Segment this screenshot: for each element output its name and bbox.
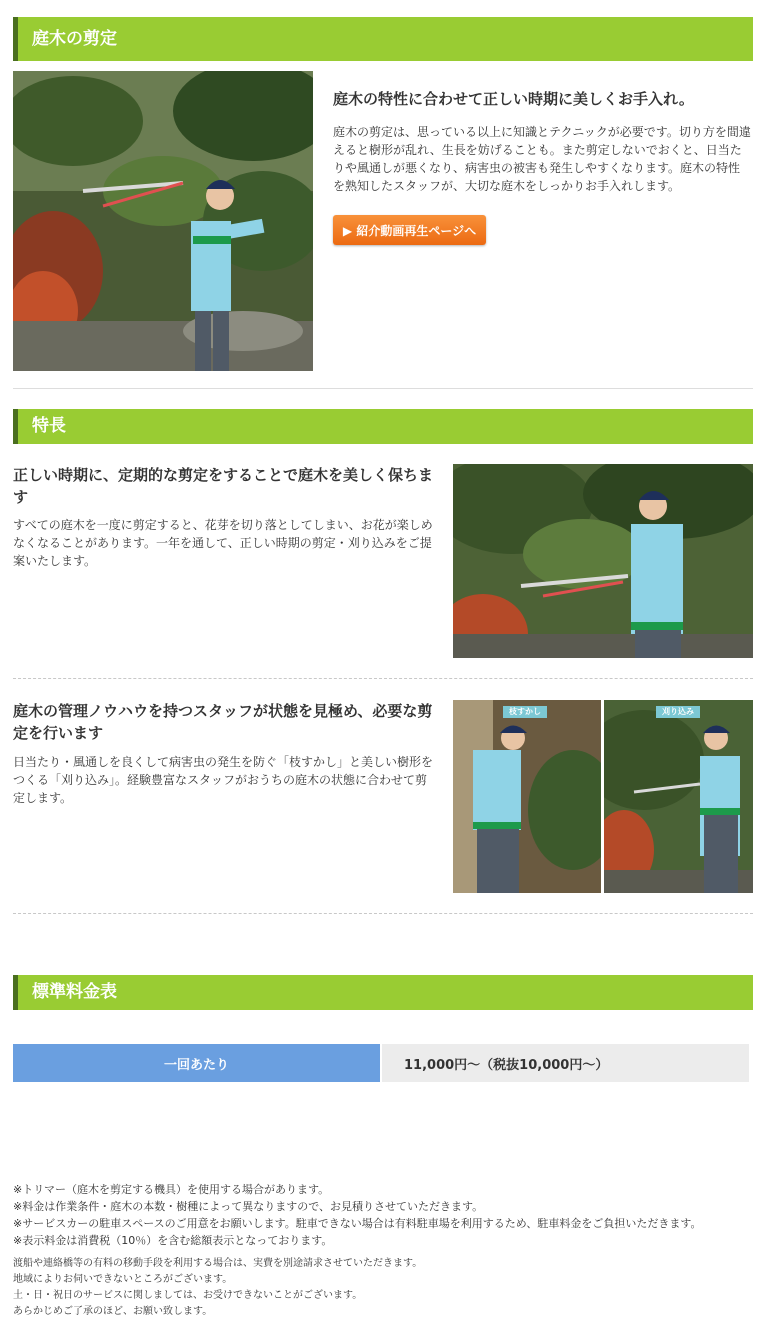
feature-body: 日当たり・風通しを良くして病害虫の発生を防ぐ「枝すかし」と美しい樹形をつくる「刈り込み」。経験豊富なスタッフがおうちの庭木の状態に合わせて剪定します。	[13, 755, 434, 805]
section-header-pruning	[13, 17, 753, 61]
note-item: 渡船や連絡橋等の有料の移動手段を利用する場合は、実費を別途請求させていただきます。	[13, 1258, 423, 1269]
note-item: 土・日・祝日のサービスに関しましては、お受けできないことがございます。	[13, 1290, 363, 1301]
notes-list	[13, 1181, 701, 1249]
feature-heading: 庭木の管理ノウハウを持つスタッフが状態を見極め、必要な剪定を行います	[13, 702, 433, 742]
section-title: 庭木の剪定	[32, 29, 117, 49]
section-header-pricing	[13, 975, 753, 1010]
section-title: 特長	[32, 416, 66, 436]
note-item: ※トリマー（庭木を剪定する機具）を使用する場合があります。	[13, 1183, 330, 1196]
price-label: 一回あたり	[13, 1044, 380, 1082]
section-title: 標準料金表	[32, 982, 117, 1002]
divider	[13, 678, 753, 679]
tag-thinning: 枝すかし	[503, 706, 547, 718]
tag-trimming: 刈り込み	[656, 706, 700, 718]
intro-lead: 庭木の特性に合わせて正しい時期に美しくお手入れ。	[333, 90, 694, 108]
divider	[13, 388, 753, 389]
price-table	[13, 1044, 749, 1082]
divider	[13, 913, 753, 914]
note-item: 地域によりお伺いできないところがございます。	[13, 1274, 233, 1285]
feature-body: すべての庭木を一度に剪定すると、花芽を切り落としてしまい、お花が楽しめなくなることがあります。一年を通して、正しい時期の剪定・刈り込みをご提案いたします。	[13, 518, 433, 568]
note-item: ※サービスカーの駐車スペースのご用意をお願いします。駐車できない場合は有料駐車場を利用するため、駐車料金をご負担いただきます。	[13, 1217, 702, 1230]
notes-list-secondary	[13, 1256, 422, 1320]
feature-heading: 正しい時期に、定期的な剪定をすることで庭木を美しく保ちます	[13, 466, 434, 506]
video-page-button[interactable]: ▶ 紹介動画再生ページへ	[333, 215, 486, 245]
intro-body: 庭木の剪定は、思っている以上に知識とテクニックが必要です。切り方を間違えると樹形が乱れ、生長を妨げることも。また剪定しないでおくと、日当たりや風通しが悪くなり、病害虫の被害も発生しやすくなります。庭木の特性を熟知したスタッフが、大切な庭木をしっかりお手入れします。	[333, 125, 751, 193]
price-value: 11,000円～（税抜10,000円～）	[382, 1044, 749, 1082]
note-item: ※表示料金は消費税（10％）を含む総額表示となっております。	[13, 1234, 333, 1247]
feature-photo-trimming	[604, 700, 753, 893]
note-item: あらかじめご了承のほど、お願い致します。	[13, 1306, 213, 1317]
hero-photo	[13, 71, 313, 371]
note-item: ※料金は作業条件・庭木の本数・樹種によって異なりますので、お見積りさせていただきます。	[13, 1200, 484, 1213]
feature-photo	[453, 464, 753, 658]
section-header-features	[13, 409, 753, 444]
feature-photo-thinning	[453, 700, 601, 893]
